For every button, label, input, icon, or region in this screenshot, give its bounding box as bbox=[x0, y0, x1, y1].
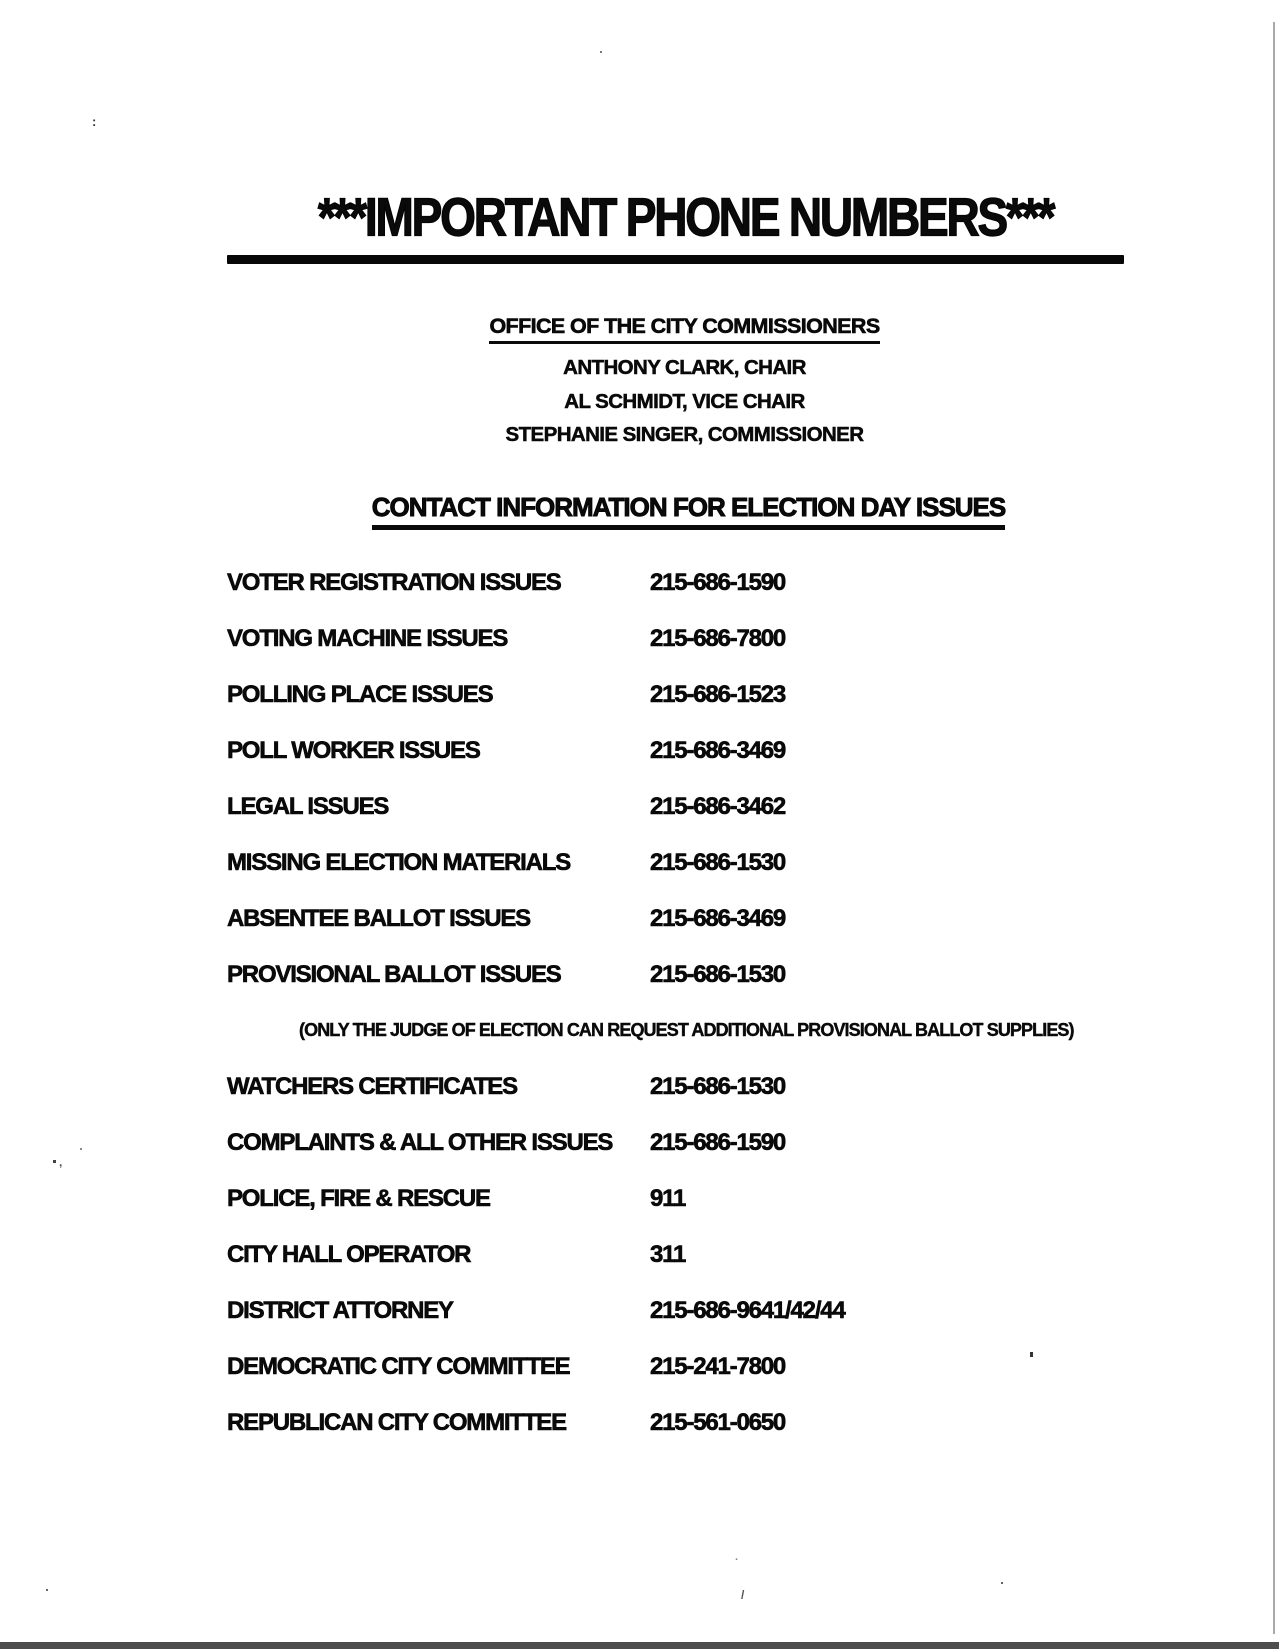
contact-phone-number: 215-686-1530 bbox=[650, 961, 786, 988]
scan-speck bbox=[46, 1589, 48, 1591]
contact-phone-number: 215-686-1530 bbox=[650, 1073, 786, 1100]
office-block bbox=[45, 312, 1279, 452]
contact-phone-number: 311 bbox=[650, 1241, 686, 1268]
scan-speck: / bbox=[741, 1588, 745, 1602]
contact-row bbox=[227, 570, 1227, 626]
scan-speck: · bbox=[735, 1554, 739, 1566]
scan-speck bbox=[600, 51, 602, 53]
contact-label: VOTING MACHINE ISSUES bbox=[227, 625, 508, 652]
scan-speck: , bbox=[59, 1155, 63, 1169]
contact-phone-number: 215-561-0650 bbox=[650, 1409, 786, 1436]
scan-speck bbox=[80, 1148, 82, 1150]
contact-row bbox=[227, 1074, 1227, 1130]
contact-phone-number: 215-686-3462 bbox=[650, 793, 786, 820]
contact-label: REPUBLICAN CITY COMMITTEE bbox=[227, 1409, 566, 1436]
officials-list bbox=[45, 351, 1279, 452]
office-heading: OFFICE OF THE CITY COMMISSIONERS bbox=[489, 312, 879, 344]
contact-row bbox=[227, 1242, 1227, 1298]
contact-label: PROVISIONAL BALLOT ISSUES bbox=[227, 961, 561, 988]
scanner-edge-artifact bbox=[0, 1642, 1279, 1649]
section-heading: CONTACT INFORMATION FOR ELECTION DAY ISSUES bbox=[372, 492, 1006, 530]
contact-label: POLLING PLACE ISSUES bbox=[227, 681, 493, 708]
contact-label: ABSENTEE BALLOT ISSUES bbox=[227, 905, 530, 932]
document-title: ***IMPORTANT PHONE NUMBERS*** bbox=[317, 186, 1054, 248]
contact-row bbox=[227, 1186, 1227, 1242]
provisional-ballot-note: (ONLY THE JUDGE OF ELECTION CAN REQUEST ADDITIONAL PROVISIONAL BALLOT SUPPLIES) bbox=[299, 1020, 1074, 1040]
scan-speck: : bbox=[92, 114, 97, 129]
official-line: AL SCHMIDT, VICE CHAIR bbox=[564, 389, 805, 413]
contact-label: WATCHERS CERTIFICATES bbox=[227, 1073, 517, 1100]
scan-speck bbox=[53, 1160, 56, 1163]
contact-phone-number: 215-686-1590 bbox=[650, 569, 786, 596]
contact-phone-number: 215-686-1590 bbox=[650, 1129, 786, 1156]
scan-speck bbox=[1001, 1582, 1003, 1584]
section-heading-wrap bbox=[49, 492, 1279, 530]
scan-page-edge-line bbox=[1273, 22, 1275, 1634]
contact-phone-number: 215-686-7800 bbox=[650, 625, 786, 652]
contact-label: CITY HALL OPERATOR bbox=[227, 1241, 471, 1268]
contact-label: MISSING ELECTION MATERIALS bbox=[227, 849, 571, 876]
contact-label: LEGAL ISSUES bbox=[227, 793, 389, 820]
contact-phone-number: 215-686-9641/42/44 bbox=[650, 1297, 845, 1324]
contact-row bbox=[227, 1354, 1227, 1410]
contact-row bbox=[227, 1130, 1227, 1186]
official-line: STEPHANIE SINGER, COMMISSIONER bbox=[505, 423, 864, 446]
contact-row bbox=[227, 794, 1227, 850]
contact-label: POLICE, FIRE & RESCUE bbox=[227, 1185, 490, 1212]
scan-speck bbox=[1030, 1352, 1033, 1357]
contact-row bbox=[227, 682, 1227, 738]
contact-row bbox=[227, 962, 1227, 1018]
contact-phone-number: 215-686-3469 bbox=[650, 905, 786, 932]
contact-phone-number: 911 bbox=[650, 1185, 686, 1212]
contact-table bbox=[227, 570, 1227, 1466]
title-underline bbox=[227, 255, 1124, 264]
contact-row bbox=[227, 850, 1227, 906]
contact-label: POLL WORKER ISSUES bbox=[227, 737, 480, 764]
contact-row bbox=[227, 626, 1227, 682]
contact-label: DISTRICT ATTORNEY bbox=[227, 1297, 453, 1324]
contact-row bbox=[227, 1298, 1227, 1354]
contact-label: VOTER REGISTRATION ISSUES bbox=[227, 569, 561, 596]
contact-label: COMPLAINTS & ALL OTHER ISSUES bbox=[227, 1129, 613, 1156]
contact-label: DEMOCRATIC CITY COMMITTEE bbox=[227, 1353, 570, 1380]
contact-phone-number: 215-686-1530 bbox=[650, 849, 786, 876]
official-line: ANTHONY CLARK, CHAIR bbox=[563, 356, 806, 379]
contact-phone-number: 215-686-3469 bbox=[650, 737, 786, 764]
contact-phone-number: 215-686-1523 bbox=[650, 681, 786, 708]
contact-row bbox=[227, 1410, 1227, 1466]
contact-row bbox=[227, 906, 1227, 962]
contact-row bbox=[227, 738, 1227, 794]
contact-phone-number: 215-241-7800 bbox=[650, 1353, 786, 1380]
